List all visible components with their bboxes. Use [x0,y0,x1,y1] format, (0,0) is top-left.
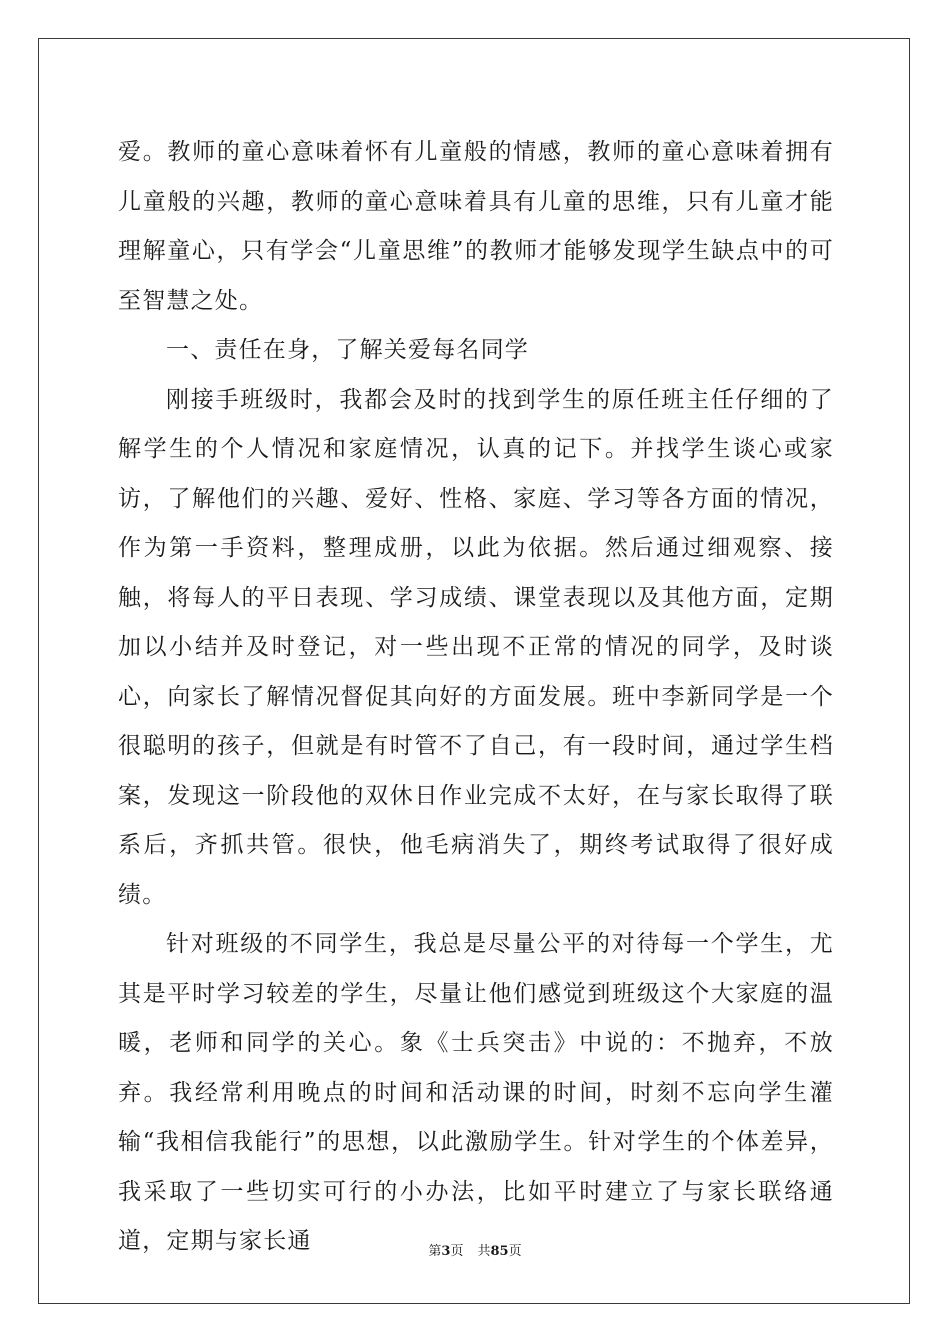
paragraph-1: 爱。教师的童心意味着怀有儿童般的情感，教师的童心意味着拥有儿童般的兴趣，教师的童心意味着具有儿童的思维，只有儿童才能理解童心，只有学会“儿童思维”的教师才能够发现学生缺点中的可至智慧之处。 [118,139,834,314]
total-label-suffix: 页 [508,1244,522,1259]
paragraph-3: 针对班级的不同学生，我总是尽量公平的对待每一个学生，尤其是平时学习较差的学生，尽量让他们感觉到班级这个大家庭的温暖，老师和同学的关心。象《士兵突击》中说的：不抛弃，不放弃。我经常利用晚点的时间和活动课的时间，时刻不忘向学生灌输“我相信我能行”的思想，以此激励学生。针对学生的个体差异，我采取了一些切实可行的小办法，比如平时建立了与家长联络通道，定期与家长通 [118,931,834,1254]
total-pages: 85 [490,1244,509,1259]
document-body [118,128,834,1267]
section-heading: 一、责任在身，了解关爱每名同学 [166,337,529,363]
paragraph-2: 刚接手班级时，我都会及时的找到学生的原任班主任仔细的了解学生的个人情况和家庭情况，认真的记下。并找学生谈心或家访，了解他们的兴趣、爱好、性格、家庭、学习等各方面的情况，作为第一手资料，整理成册，以此为依据。然后通过细观察、接触，将每人的平日表现、学习成绩、课堂表现以及其他方面，定期加以小结并及时登记，对一些出现不正常的情况的同学，及时谈心，向家长了解情况督促其向好的方面发展。班中李新同学是一个很聪明的孩子，但就是有时管不了自己，有一段时间，通过学生档案，发现这一阶段他的双休日作业完成不太好，在与家长取得了联系后，齐抓共管。很快，他毛病消失了，期终考试取得了很好成绩。 [118,386,834,908]
page-number: 3 [441,1244,451,1259]
page-footer [0,1240,950,1259]
total-label-prefix: 共 [477,1244,491,1259]
page-label-suffix: 页 [450,1244,464,1259]
page-label-prefix: 第 [428,1244,442,1259]
